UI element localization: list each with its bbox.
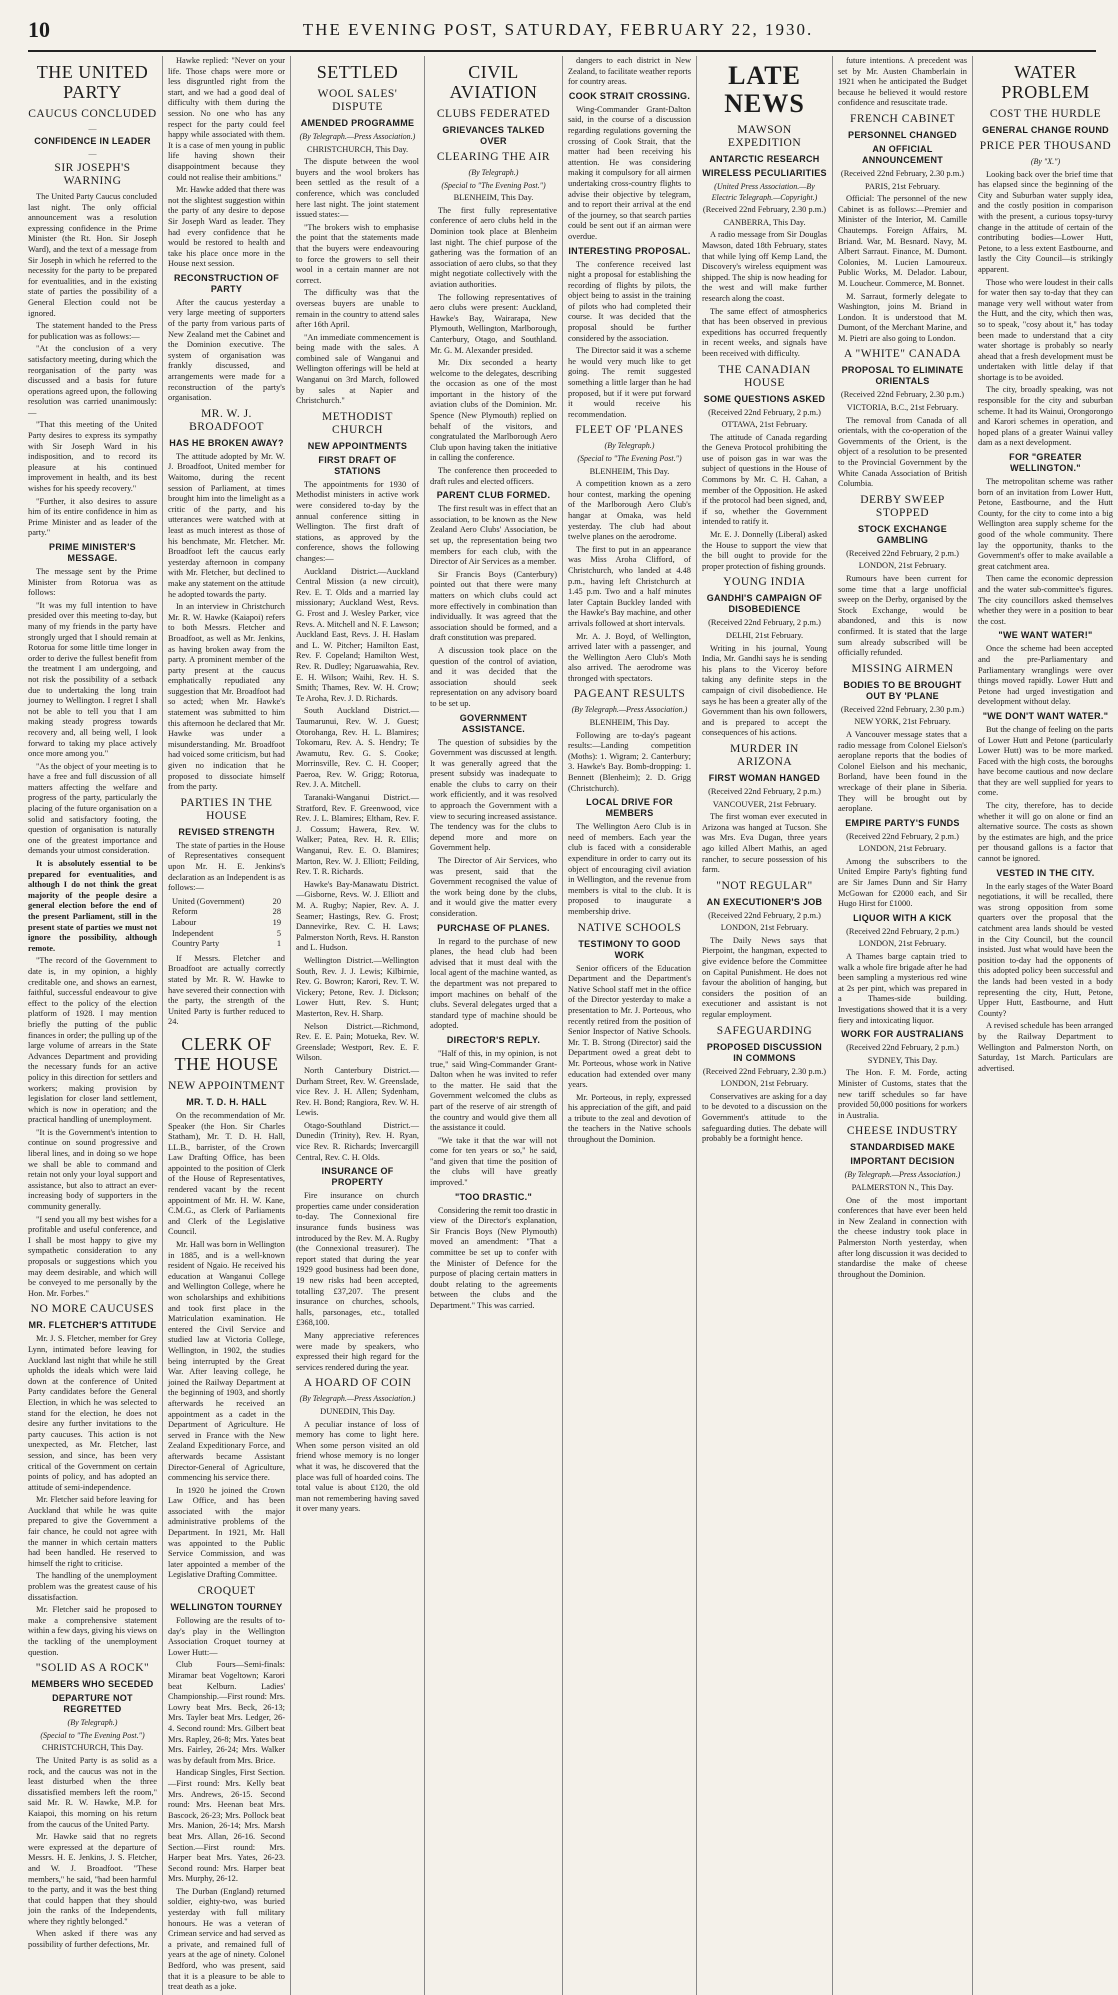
headline-canadian-house: THE CANADIAN HOUSE [718,363,811,389]
article-paragraph: "It is the Government's intention to continue on sound progressive and liberal lines, and in doing so we hope we shall be able to command and retain not only your loyal support and assistance, but also to attract an ever-increasing body of supporters in the community generally. [28,1127,157,1212]
received-line: (Received 22nd February, 2 p.m.) [846,831,959,841]
subhead-first-draft: FIRST DRAFT OF STATIONS [318,454,397,476]
credit-line: (By Telegraph.—Press Association.) [299,1394,416,1404]
article-paragraph: In 1920 he joined the Crown Law Office, and has been associated with the major administrative problems of the Department. In 1921, Mr. Hall was appointed to the Public Service Commission, and was later appointed a member of the Legislative Drafting Committee. [168,1485,285,1580]
subhead-wireless: WIRELESS PECULIARITIES [702,168,827,178]
table-row [172,929,281,940]
subhead-woman-hanged: FIRST WOMAN HANGED [708,772,821,783]
headline-settled: SETTLED [316,62,399,82]
article-paragraph: Mr. J. S. Fletcher, member for Grey Lynn, intimated before leaving for Auckland last night that while he still upholds the ideals which were laid down at the conference of United Party candidates before the General Election, in which he was selected to stand for the election, he does not desire any further invitations to the party caucuses. This action is not unexpected, as Mr. Fletcher, last session, and since, has been very critical of the Government on certain points of policy, and has adopted an attitude of semi-independence. [28,1334,157,1492]
divider: — [88,149,97,158]
article-paragraph: The United Party Caucus concluded last night. The only official announcement was a resolution expressing confidence in the Prime Minister (the Rt. Hon. Sir Joseph Ward), and the text of a message from Sir Joseph in which he referred to the necessity for the party to be prepared for eventualities, and in the existing state of parties the possibility of a General Election could not be ignored. [28,192,157,318]
dateline: SYDNEY, This Day. [867,1055,938,1065]
subhead-greater-wellington: FOR "GREATER WELLINGTON." [1009,452,1082,474]
article-paragraph: Auckland District.—Auckland Central Mission (a new circuit), Rev. E. T. Olds and a married lay missionary; Auckland West, Revs. G. Frost and J. Wesley Parker, vice Revs. A. Mitchell and N. F. Lawson; Auckland East, Revs. J. H. Haslam and L. W. Pitcher; Hamilton East, Rev. F. Copeland; Hamilton West, Rev. R. Dudley; Ngaruawahia, Rev. E. H. Wilson; Waihi, Rev. H. S. Smith; Thames, Rev. W. H. Crow; Te Aroha, Rev. J. D. Richards. [296,566,419,703]
dateline: CANBERRA, This Day. [723,217,806,227]
dateline: LONDON, 21st February. [858,939,947,949]
article-paragraph: Considering the remit too drastic in view of the Director's explanation, Sir Francis Boys (New Plymouth) moved an amendment: "That a committee be set up to confer with the Minister of Defence for the purpose of placing certain matters in doubt relating to the agreements between the clubs and the Department." This was carried. [430,1205,557,1310]
headline-derby-sweep: DERBY SWEEP STOPPED [860,493,945,519]
article-paragraph: The removal from Canada of all orientals, with the co-operation of the Governments of the Orient, is the object of a resolution to be presented to the Provincial Government by the White Canada Association of British Columbia. [838,415,967,489]
article-paragraph: Official: The personnel of the new Cabinet is as follows:—Premier and Minister of the Interior, M. Camille Chautemps. Foreign Affairs, M. Briand. War, M. Besnard. Navy, M. Albert Sarraut. Finance, M. Dumont. Colonies, M. Lucien Lamoureux. Public Works, M. Delador. Labour, M. Loucheur. Commerce, M. Bonnet. [838,194,967,288]
subhead-revised-strength: REVISED STRENGTH [178,826,275,837]
article-paragraph: Then came the economic depression and the water sub-committee's figures. The city councillors asked themselves whether they were in a position to bear the cost. [978,574,1113,626]
article-paragraph-bold: It is absolutely essential to be prepared for eventualities, and although I do not think the great majority of the people desire a general election before the end of the present Parliament, still in the present state of parties we must not ignore the possibility, although remote. [28,859,157,953]
subhead-pm-message: PRIME MINISTER'S MESSAGE. [49,542,136,563]
subhead-we-want-water: "WE WANT WATER!" [998,630,1093,641]
article-paragraph: The Director said it was a scheme he would very much like to get going. The remit suggested something a little larger than he had proposed, but if it were put forward it would receive his recommendation. [568,346,691,419]
article-paragraph: A Vancouver message states that a radio message from Colonel Eielson's aeroplane reports that the bodies of Colonel Eielson and his mechanic, Borland, have been found in the wreckage of their plane in Siberia. They will be brought out by aeroplane. [838,729,967,814]
table-row [172,897,281,908]
subhead-executioner: AN EXECUTIONER'S JOB [706,896,823,907]
article-paragraph: Club Fours—Semi-finals: Miramar beat Vogeltown; Karori beat Kelburn. Ladies' Championship.—First round: Mrs. Lowry beat Mrs. Beck, 26-13; Mrs. Tayler beat Mrs. Ledger, 26-4. Second round: Mrs. Gilbert beat Mrs. Rapley, 26-8; Mrs. Yates beat Mrs. Fairley, 26-24; Mrs. Walker was by default from Mrs. Brice. [168,1660,285,1765]
subhead-questions: SOME QUESTIONS ASKED [703,393,826,404]
subhead-clubs: CLUBS FEDERATED [436,108,551,120]
headline-arizona: MURDER IN ARIZONA [730,742,799,768]
article-paragraph: "That this meeting of the United Party desires to express its sympathy with Sir Joseph Ward in his indisposition, and to record its pleasure at his continued improvement in health, and its best wishes for his speedy recovery." [28,420,157,494]
party-seats: 20 [272,896,281,906]
article-paragraph: "An immediate commencement is being made with the sales. A combined sale of Wanganui and Wellington offerings will be held at Wanganui on 3rd March, followed by sales at Napier and Christchurch." [296,332,419,406]
subhead-official: AN OFFICIAL ANNOUNCEMENT [861,143,944,165]
article-paragraph: The message sent by the Prime Minister from Rotorua was as follows: [28,567,157,598]
subhead-purchase: PURCHASE OF PLANES. [437,922,550,933]
party-name: Country Party [172,939,220,949]
article-paragraph: The first result was in effect that an association, to be known as the New Zealand Aero Clubs' Association, be set up, the representation being two members for each club, with the Director of Air Services as a member. [430,504,557,567]
party-name: Independent [172,928,214,938]
article-paragraph: Taranaki-Wanganui District.—Stratford, Rev. F. Greenwood, vice Rev. J. L. Blamires; Eltham, Rev. F. J. Cossum; Hawera, Rev. W. Walker; Patea, Rev. H. R. Ellis; Wanganui, Rev. E. O. Blamires; Marton, Rev. W. J. Elliott; Feilding, Rev. T. R. Richards. [296,793,419,877]
column-4 [424,56,562,1995]
headline-no-more-caucuses: NO MORE CAUCUSES [30,1303,155,1316]
article-paragraph: Mr. A. J. Boyd, of Wellington, arrived later with a passenger, and the Wellington Aero Club's Moth also arrived. The aerodrome was thronged with spectators. [568,631,691,683]
article-paragraph: "Further, it also desires to assure him of its entire confidence in him as Prime Minister and as leader of the party." [28,496,157,538]
subhead-hall: MR. T. D. H. HALL [186,1096,267,1107]
dateline: PALMERSTON N., This Day. [851,1182,954,1192]
article-paragraph: The United Party is as solid as a rock, and the caucus was not in the least disturbed when the three dissatisfied members left the room," said Mr. R. W. Hawke, M.P. for Kaiapoi, this morning on his return from the caucus of the United Party. [28,1755,157,1829]
subhead-we-dont-want-water: "WE DON'T WANT WATER." [982,710,1109,721]
headline-work-australians: WORK FOR AUSTRALIANS [841,1029,964,1040]
subhead-grievances: GRIEVANCES TALKED OVER [442,125,545,146]
headline-croquet: CROQUET [197,1585,256,1598]
dateline: VICTORIA, B.C., 21st February. [846,403,959,413]
article-paragraph: The attitude adopted by Mr. W. J. Broadfoot, United member for Waitomo, during the recent session of Parliament, at times brought him into the limelight as a critic of the party, and his utterances were watched with at least as much interest as those of his benchmate, Mr. Fletcher. Mr. Broadfoot left the caucus early yesterday afternoon in company with Mr. Fletcher, but declined to make any statement on the attitude he adopted towards the party. [168,451,285,599]
dateline: DUNEDIN, This Day. [320,1406,395,1416]
article-paragraph: Nelson District.—Richmond, Rev. E. E. Pain; Motueka, Rev. W. Greenslade; Westport, Rev. E. F. Wilson. [296,1021,419,1063]
subhead-members-seceded: MEMBERS WHO SECEDED [31,1679,154,1690]
subhead-change-round: GENERAL CHANGE ROUND [982,125,1109,135]
headline-solid-as-rock: "SOLID AS A ROCK" [35,1662,150,1675]
dateline: NEW YORK, 21st February. [854,717,951,727]
subhead-cost-hurdle: COST THE HURDLE [989,108,1102,120]
article-paragraph: The dispute between the wool buyers and the wool brokers has been settled as the result of a conference, which was concluded here last night. The joint statement issued states:— [296,157,419,220]
subhead-tourney: WELLINGTON TOURNEY [170,1602,283,1613]
article-paragraph: On the recommendation of Mr. Speaker (the Hon. Sir Charles Statham), Mr. T. D. H. Hall, LL.B., barrister, of the Crown Law Drafting Office, has been appointed to the position of Clerk of the House of Representatives, rendered vacant by the recent appointment of Mr. H. W. Kane, C.M.G., as Clerk of Parliaments and Clerk of the Legislative Council. [168,1110,285,1237]
article-paragraph: Mr. Porteous, in reply, expressed his appreciation of the gift, and paid a tribute to the zeal and devotion of the teachers in the Native schools throughout the Dominion. [568,1092,691,1145]
divider: — [88,124,97,133]
table-row [172,939,281,950]
article-paragraph: The metropolitan scheme was rather born of an invitation from Lower Hutt, Petone, Eastbourne, and the Hutt County, for the city to come into a big Wellington area supply scheme for the good of the whole community. There lay the opportunity, thanks to the Government's offer to make available a great catchment area. [978,477,1113,571]
headline-methodist: METHODIST CHURCH [322,410,393,436]
subhead-caucus: CAUCUS CONCLUDED [28,108,157,120]
party-name: United (Government) [172,896,245,906]
received-line: (Received 22nd February, 2.30 p.m.) [702,205,827,215]
credit-line: (By Telegraph.) [67,1718,118,1728]
article-paragraph: Following are to-day's pageant results:—Landing competition (Moths): 1. Wigram; 2. Canterbury; 3. Hawke's Bay. Bomb-dropping: 1. Bennett (Blenheim); 2. D. Grigg (Christchurch). [568,730,691,793]
subhead-clearing: CLEARING THE AIR [436,151,551,163]
credit-line: (By Telegraph.—Press Association.) [844,1170,961,1180]
credit-line: (By Telegraph.) [468,168,519,177]
headline-united-party: THE UNITED PARTY [36,62,149,102]
article-paragraph: Once the scheme had been accepted and the pre-Parliamentary and Parliamentary wranglings were over things moved rapidly. Lower Hutt and Petone had urged investigation and development without delay. [978,644,1113,707]
dateline: BLENHEIM, This Day. [589,466,670,476]
article-paragraph: Mr. E. J. Donnelly (Liberal) asked the House to support the view that the bill ought to provide for the proper protection of fishing grounds. [702,530,827,571]
credit-line: (By Telegraph.) [604,441,655,451]
credit-line: (By Telegraph.—Press Association.) [571,705,688,715]
article-paragraph: The Wellington Aero Club is in need of members. Each year the club is faced with a considerable expenditure in order to carry out its object of encouraging civil aviation in Wellington, and the revenue from members is vital to the club. It is proposed to inaugurate a membership drive. [568,822,691,916]
subhead-personnel: PERSONNEL CHANGED [848,129,957,140]
headline-french-cabinet: FRENCH CABINET [849,112,956,125]
article-paragraph: Mr. Dix seconded a hearty welcome to the delegates, describing the occasion as one of the most important in the history of the aviation clubs of the Dominion. Mr. Spence (New Plymouth) replied on behalf of the visitors, and congratulated the Marlborough Aero Club upon having taken the initiative in calling the conference. [430,358,557,463]
headline-water-problem: WATER PROBLEM [1001,62,1090,102]
article-paragraph: The conference then proceeded to draft rules and elected officers. [430,466,557,486]
article-paragraph: One of the most important conferences that have ever been held in New Zealand in connection with the cheese industry took place in Palmerston North yesterday, when after long discussion it was decided to standardise the make of cheese throughout the Dominion. [838,1195,967,1279]
article-paragraph: "I send you all my best wishes for a profitable and useful conference, and I shall be most happy to give my sympathetic consideration to any proposals or suggestions which you may deem desirable, and which will be conveyed to me personally by the Hon. Mr. Forbes." [28,1214,157,1298]
article-paragraph: "It was my full intention to have presided over this meeting to-day, but many of my friends in the party have strongly urged that I should remain at Rotorua for some little time longer in order to derive the fullest benefit from the treatment I am undergoing, and not risk the possibility of a setback due to undertaking the long train journey to Wellington. I regret I shall not be able to tell you that I am making steady progress towards recovery and, all being well, I look forward to taking my place actively once more among you." [28,600,157,759]
subhead-confidence: CONFIDENCE IN LEADER [34,136,151,146]
article-paragraph: Among the subscribers to the United Empire Party's fighting fund are Sir James Dunn and Sir Harry McGowan for £2000 each, and Sir Hugo Hirst for £1000. [838,856,967,909]
article-paragraph: In the early stages of the Water Board negotiations, it will be recalled, there was strong opposition from some quarters over the proposal that the catchment area lands should be vested in the City Council, but the council insisted. Just what would have been the position to-day had the opponents of this adopted policy been successful and the lands had been vested in a body representing the city, Hutt, Petone, Upper Hutt, Eastbourne, and Hutt County? [978,881,1113,1018]
article-paragraph: The question of subsidies by the Government was discussed at length. It was generally agreed that the present subsidy was inadequate to enable the clubs to carry on their work efficiently, and it was resolved to approach the Government with a view to securing increased assistance. The tendency was for the clubs to depend more and more on Government help. [430,737,557,853]
subhead-insurance: INSURANCE OF PROPERTY [321,1166,394,1188]
article-paragraph: A competition known as a zero hour contest, marking the opening of the Marlborough Aero Club's hangar at Omaka, was held yesterday. The club had about twelve planes on the aerodrome. [568,479,691,542]
subhead-gandhi: GANDHI'S CAMPAIGN OF DISOBEDIENCE [706,593,823,615]
article-paragraph: The appointments for 1930 of Methodist ministers in active work were considered to-day by the annual conference sitting in Wellington. The first draft of stations, as approved by the conference, shows the following changes:— [296,479,419,563]
dateline: LONDON, 21st February. [720,1079,809,1089]
article-paragraph: future intentions. A precedent was set by Mr. Austen Chamberlain in 1921 when he anticipated the Budget because he believed it would restore confidence and resuscitate trade. [838,56,967,108]
headline-empire-funds: EMPIRE PARTY'S FUNDS [845,817,960,828]
subhead-wool: WOOL SALES' DISPUTE [317,88,398,113]
party-seats: 28 [272,907,281,917]
dateline: BLENHEIM, This Day. [453,193,534,203]
article-paragraph: The handling of the unemployment problem was the greatest cause of his dissatisfaction. [28,1571,157,1602]
article-paragraph: Conservatives are asking for a day to be devoted to a discussion on the Government's attitude to the safeguarding duties. The debate will probably be a fortnight hence. [702,1091,827,1144]
received-line: (Received 22nd February, 2.30 p.m.) [840,168,965,178]
party-seats: 19 [272,917,281,927]
received-line: (Received 22nd February, 2.30 p.m.) [702,1066,827,1076]
dateline: CHRISTCHURCH, This Day. [306,144,409,154]
article-paragraph: A revised schedule has been arranged by the Railway Department to Wellington and Palmerston North, on Saturday, 1st March. Particulars are advertised. [978,1021,1113,1073]
subhead-standardised: STANDARDISED MAKE [850,1142,955,1153]
masthead [28,10,1096,52]
article-paragraph: "As the object of your meeting is to have a free and full discussion of all matters affecting the welfare and progress of the party, particularly the placing of the future organisation on a solid and satisfactory footing, the question of organisation is naturally one of the greatest importance and demands your utmost consideration. [28,761,157,856]
headline-late-news: LATE NEWS [724,61,805,118]
article-paragraph: In regard to the purchase of new planes, the head club had been advised that it must deal with the local agent of the machine wanted, as the department was not prepared to import machines on behalf of the clubs. Several delegates urged that a standard type of machine should be adopted. [430,936,557,1031]
headline-safeguarding: SAFEGUARDING [716,1024,813,1037]
received-line: (Received 22nd February, 2 p.m.) [846,548,959,558]
subhead-price-thousand: PRICE PER THOUSAND [979,140,1112,152]
subhead-bodies: BODIES TO BE BROUGHT OUT BY 'PLANE [843,679,962,701]
subhead-appointment: NEW APPOINTMENT [168,1079,285,1092]
headline-young-india: YOUNG INDIA [723,576,806,589]
subhead-commons: PROPOSED DISCUSSION IN COMMONS [706,1041,823,1063]
headline-hoard: A HOARD OF COIN [303,1377,412,1390]
credit-line: (Special to "The Evening Post.") [441,180,546,190]
headline-cheese: CHEESE INDUSTRY [846,1125,959,1138]
party-name: Reform [172,907,198,917]
article-paragraph: "At the conclusion of a very satisfactory meeting, during which the reorganisation of the party was discussed and a basis for future operations agreed upon, the following resolution was carried unanimously:— [28,344,157,417]
subhead-reconstruction: RECONSTRUCTION OF PARTY [173,272,280,294]
article-paragraph: "The brokers wish to emphasise the point that the statements made that the buyers were endeavouring to force the growers to sell their wool in a certain manner are not correct. [296,222,419,285]
column-5 [562,56,696,1995]
received-line: (Received 22nd February, 2 p.m.) [708,786,821,796]
article-paragraph: The city, therefore, has to decide whether it will go on alone or find an alternative source. The costs as shown by the estimates are high, and the price per thousand gallons is a factor that cannot be ignored. [978,801,1113,864]
article-paragraph: The city, broadly speaking, was not responsible for the city and suburban scheme. It had its Wainui, Orongorongo and Karori schemes in operation, and hoped plans of a greater Wainui valley dam as a next development. [978,385,1113,448]
article-paragraph: Looking back over the brief time that has elapsed since the beginning of the City and Suburban water supply idea, and the costly position in comparison with the present, a curious topsy-turvy change in the attitude of certain of the contributing bodies—Lower Hutt, Petone, to a less extent Eastbourne, and lastly the City Council—is strikingly apparent. [978,169,1113,274]
received-line: (Received 22nd February, 2 p.m.) [846,1043,959,1053]
subhead-govt-assistance: GOVERNMENT ASSISTANCE. [459,712,528,734]
article-paragraph: Hawke's Bay-Manawatu District.—Gisborne, Revs. W. J. Elliott and M. A. Rugby; Napier, Rev. A. J. Seamer; Hastings, Rev. G. Frost; Dannevirke, Rev. C. H. Laws; Palmerston North, Revs. H. Ranston and L. Hudson. [296,879,419,953]
subhead-important: IMPORTANT DECISION [850,1156,955,1167]
dateline: LONDON, 21st February. [858,844,947,854]
headline-clerk: CLERK OF THE HOUSE [174,1033,279,1074]
received-line: (Received 22nd February, 2 p.m.) [708,618,821,628]
dateline: LONDON, 21st February. [720,923,809,933]
headline-pageant: PAGEANT RESULTS [573,688,686,701]
dateline: PARIS, 21st February. [865,181,940,191]
column-6 [696,56,832,1995]
subhead-fletcher: MR. FLETCHER'S ATTITUDE [28,1320,157,1331]
headline-fleet: FLEET OF 'PLANES [575,424,684,437]
dateline: BLENHEIM, This Day. [589,718,670,728]
article-paragraph: Otago-Southland District.—Dunedin (Trinity), Rev. H. Ryan, vice Rev. R. Richards; Invercargill Central, Rev. C. H. Olds. [296,1120,419,1162]
article-paragraph: The state of parties in the House of Representatives consequent upon Mr. H. E. Jenkins's declaration as an Independent is as follows:— [168,840,285,893]
subhead-mawson: MAWSON EXPEDITION [727,124,802,149]
article-paragraph: The following representatives of aero clubs were present: Auckland, Hawke's Bay, Wairarapa, New Plymouth, Wellington, Marlborough, Canterbury, Otago, and Southland. Mr. G. M. Alexander presided. [430,292,557,355]
article-paragraph: After the caucus yesterday a very large meeting of supporters of the party from various parts of New Zealand met the Cabinet and the Dominion executive. The system of organisation was frankly discussed, and arrangements were made for a reconstruction of the party's organisation. [168,297,285,403]
article-paragraph: Handicap Singles, First Section.—First round: Mrs. Kelly beat Mrs. Andrews, 26-15. Second round: Mrs. Heenan beat Mrs. Bascock, 26-23; Mrs. Pollock beat Mrs. Manion, 26-14; Mrs. Marsh beat Mrs. Allan, 26-16. Second Section.—First round: Mrs. Harper beat Mrs. Yates, 26-23. Second round: Mrs. Harper beat Mrs. Murphy, 26-12. [168,1768,285,1884]
headline-white-canada: A "WHITE" CANADA [843,348,962,361]
article-paragraph: In an interview in Christchurch Mr. R. W. Hawke (Kaiapoi) refers to both Messrs. Fletcher and Broadfoot, as well as Mr. Jenkins, as having broken away from the party. A prominent member of the party present at the caucus emphatically repudiated any suggestion that Mr. Broadfoot had so acted; when Mr. Hawke's statement was submitted to him this afternoon he declared that Mr. Hawke was under a misunderstanding. Mr. Broadfoot had voiced some criticism, but had given no indication that he proposed to dissociate himself from the party. [168,602,285,792]
dateline: LONDON, 21st February. [858,561,947,571]
subhead-stock-exchange: STOCK EXCHANGE GAMBLING [857,523,948,545]
received-line: (Received 22nd February, 2 p.m.) [708,910,821,920]
subhead-antarctic: ANTARCTIC RESEARCH [709,154,820,164]
subhead-warning: SIR JOSEPH'S WARNING [54,162,131,187]
article-paragraph: Mr. Fletcher said he proposed to make a comprehensive statement within a few days, giving his views on the tackling of the unemployment question. [28,1605,157,1657]
party-name: Labour [172,917,197,927]
article-paragraph: Those who were loudest in their calls for water then say to-day that they can manage very well without water from the Hutt, and the city, which then was, so to speak, "cosy about it," has today been made to understand that a city water shortage is probably so nearly ahead that a fresh development must be undertaken with little delay if that shortage is to be avoided. [978,277,1113,382]
article-paragraph: When asked if there was any possibility of further defections, Mr. [28,1929,157,1950]
subhead-local-drive: LOCAL DRIVE FOR MEMBERS [586,797,673,819]
article-paragraph: A discussion took place on the question of the control of aviation, and it was decided that the association should seek representation on any advisory board to be set up. [430,645,557,708]
headline-native-schools: NATIVE SCHOOLS [577,921,682,934]
article-paragraph: A Thames barge captain tried to walk a whole fire brigade after he had been sampling a mysterious red wine at 2s per pint, which was prepared in a Thames-side building. Investigations showed that it is a very fiery and intoxicating liquor. [838,952,967,1025]
column-3 [290,56,424,1995]
article-paragraph: "Half of this, in my opinion, is not true," said Wing-Commander Grant-Dalton when he was invited to refer to the matter. He said that the Government welcomed the clubs as part of the reserve of air strength of the country and would give them all the assistance it could. [430,1048,557,1133]
article-paragraph: Mr. Hall was born in Wellington in 1885, and is a well-known resident of Ngaio. He received his education at Wanganui College and Wellington College, where he won scholarships and exhibitions and took first place in the Matriculation examination. He entered the Civil Service and studied law at Victoria College, Wellington, in 1902, the studies being interrupted by the Great War. After leaving college, he joined the Railway Department at the beginning of 1903, and shortly afterwards he received an appointment as a cadet in the Department of Agriculture. He served in France with the New Zealand Expeditionary Force, and afterwards became Assistant Director-General of Agriculture, commencing his service there. [168,1240,285,1483]
party-seats: 1 [276,939,281,949]
article-paragraph: South Auckland District.—Taumarunui, Rev. W. J. Guest; Otorohanga, Rev. H. L. Blamires; Tokomaru, Rev. A. S. Hendry; Te Awamutu, Rev. G. S. Cooke; Morrinsville, Rev. C. H. Cooper; Paeroa, Rev. W. Grigg; Rotorua, Rev. J. A. Mitchell. [296,706,419,790]
headline-liquor: LIQUOR WITH A KICK [853,912,952,923]
article-paragraph: The statement handed to the Press for publication was as follows:— [28,321,157,341]
received-line: (Received 22nd February, 2.30 p.m.) [840,390,965,400]
article-paragraph: Writing in his journal, Young India, Mr. Gandhi says he is sending his plans to the Viceroy before taking any definite steps in the campaign of civil disobedience. He says he has been a greater ally of the Government than his own followers, and is prepared to accept the consequences of his actions. [702,643,827,738]
received-line: (Received 22nd February, 2.30 p.m.) [840,704,965,714]
received-line: (Received 22nd February, 2 p.m.) [708,407,821,417]
subhead-interesting-proposal: INTERESTING PROPOSAL. [568,245,691,256]
subhead-director-reply: DIRECTOR'S REPLY. [446,1034,541,1045]
table-row [172,918,281,929]
subhead-testimony: TESTIMONY TO GOOD WORK [578,938,681,960]
headline-not-regular: "NOT REGULAR" [716,879,813,892]
article-paragraph: The attitude of Canada regarding the Geneva Protocol prohibiting the use of poison gas in war was the subject of questions in the House of Commons by Mr. C. H. Cahan, a member of the Opposition. He asked if the protocol had been signed, and, if so, whether the Government intended to ratify it. [702,432,827,527]
party-seats: 5 [276,928,281,938]
article-paragraph: dangers to each district in New Zealand, to facilitate weather reports for country areas. [568,56,692,87]
headline-civil-aviation: CIVIL AVIATION [449,62,538,102]
article-paragraph: The first to put in an appearance was Miss Aroha Clifford, of Christchurch, who landed at 4.48 p.m., having left Christchurch at 1.45 p.m. Two and a half minutes later Captain Buckley landed with the Hawke's Bay machine, and other arrivals followed at short intervals. [568,544,691,628]
article-paragraph: Rumours have been current for some time that a large unofficial sweep on the Derby, organised by the Stock Exchange, would be abandoned, and this is now confirmed. It is stated that the large sum already subscribed will be officially refunded. [838,574,967,658]
subhead-new-appointments: NEW APPOINTMENTS [307,440,408,451]
dateline: VANCOUVER, 21st February. [712,799,817,809]
subhead-cook-strait: COOK STRAIT CROSSING. [568,90,691,101]
article-paragraph: If Messrs. Fletcher and Broadfoot are actually correctly stated by Mr. R. W. Hawke to have severed their connection with the party, the strength of the United Party is further reduced to 24. [168,953,285,1027]
article-paragraph: Many appreciative references were made by speakers, who expressed their high regard for the services rendered during the year. [296,1330,419,1372]
credit-line: (By "X.") [1030,157,1061,166]
column-8 [972,56,1118,1995]
article-paragraph: A peculiar instance of loss of memory has come to light here. When some person visited an old friend whose memory is no longer what it was, he discovered that the place was full of hoarded coins. The total value is about £120, the old man not remembering having saved it over many years. [296,1419,419,1514]
article-paragraph: The first fully representative conference of aero clubs held in the Dominion took place at Blenheim last night. The chief purpose of the gathering was the formation of an association of aero clubs, so that they might negotiate collectively with the aviation authorities. [430,205,557,289]
headline-broadfoot: MR. W. J. BROADFOOT [189,407,264,433]
dateline: CHRISTCHURCH, This Day. [41,1743,144,1753]
subhead-departure: DEPARTURE NOT REGRETTED [52,1693,133,1715]
columns [28,56,1113,1992]
article-paragraph: M. Sarraut, formerly delegate to Washington, joins M. Briand in London. It is understood that M. Dumont, of the Merchant Marine, and M. Pietri are also going to London. [838,291,967,343]
article-paragraph: The Director of Air Services, who was present, said that the Government recognised the value of the work being done by the clubs, and it would give the matter every consideration. [430,856,557,918]
article-paragraph: Sir Francis Boys (Canterbury) pointed out that there were many matters on which clubs could act more effectively in combination than individually. It was agreed that the association should be formed, and a draft constitution was prepared. [430,569,557,643]
article-paragraph: Wellington District.—Wellington South, Rev. J. J. Lewis; Kilbirnie, Rev. G. Bowron; Karori, Rev. T. W. Vickery; Petone, Rev. J. Dickson; Lower Hutt, Rev. S. Hunt; Masterton, Rev. H. Sharp. [296,955,419,1018]
subhead-broken-away: HAS HE BROKEN AWAY? [169,437,284,448]
article-paragraph: Following are the results of to-day's play in the Wellington Association Croquet tourney at Lower Hutt:— [168,1616,285,1657]
subhead-orientals: PROPOSAL TO ELIMINATE ORIENTALS [841,365,964,387]
article-paragraph: But the change of feeling on the parts of Lower Hutt and Petone (particularly Lower Hutt) was to be more marked. Faced with the high costs, the boroughs have become cautious and now declare that they are well supplied for years to come. [978,724,1113,798]
page-number: 10 [28,17,50,42]
credit-line: (Special to "The Evening Post.") [577,454,682,463]
masthead-title: THE EVENING POST, SATURDAY, FEBRUARY 22, 1930. [302,20,814,39]
subhead-amended: AMENDED PROGRAMME [300,118,415,128]
article-paragraph: Fire insurance on church properties came under consideration to-day. The Connexional fire insurance funds business was introduced by the Rev. M. A. Rugby (the Connexional treasurer). The report stated that during the year 1929 good business had been done, 19 new risks had been accepted, totalling £37,207. The present insurance on churches, schools, halls, parsonages, etc., totalled £368,100. [296,1191,419,1328]
dateline: OTTAWA, 21st February. [721,420,808,430]
article-paragraph: Mr. Hawke added that there was not the slightest suggestion within the party of any desire to depose Sir Joseph Ward as leader. They had every confidence that he would be restored to health and take his place once more in the House next session. [168,185,285,269]
subhead-too-drastic: "TOO DRASTIC." [454,1191,533,1202]
credit-line: (By Telegraph.—Press Association.) [299,132,416,141]
article-paragraph: The Hon. F. M. Forde, acting Minister of Customs, states that the new tariff schedules so far have provided 50,000 positions for workers in Australia. [838,1068,967,1120]
article-paragraph: Mr. Fletcher said before leaving for Auckland that while he was quite prepared to give the Government a fair chance, he could not agree with the manner in which certain matters had been handled. He reserved to himself the right to criticise. [28,1495,157,1568]
article-paragraph: North Canterbury District.—Durham Street, Rev. W. Greenslade, vice Rev. J. H. Allen; Sydenham, Rev. H. Bond; Rangiora, Rev. W. H. Lewis. [296,1065,419,1118]
received-line: (Received 22nd February, 2 p.m.) [846,926,959,936]
credit-line: (Special to "The Evening Post.") [40,1730,145,1740]
article-paragraph: "We take it that the war will not come for ten years or so," he said, "and given that time the position of the clubs will have greatly improved." [430,1135,557,1188]
headline-parties-house: PARTIES IN THE HOUSE [180,796,273,822]
dateline: DELHI, 21st February. [725,631,804,640]
article-paragraph: The Durban (England) returned soldier, eighty-two, was buried yesterday with full military honours. He was a veteran of Crimean service and had served as a private, and remained full of years at the age of ninety. Colonel Bedford, who was present, said that it is a pleasure to be able to treat death as a joke. [168,1886,285,1992]
article-paragraph: The Daily News says that Pierpoint, the hangman, expected to give evidence before the Committee on Capital Punishment. He does not favour the abolition of hanging, but considers the position of an executioner and assistant is not regular employment. [702,935,827,1020]
table-row [172,907,281,918]
subhead-parent-club: PARENT CLUB FORMED. [436,490,551,501]
article-paragraph: The conference received last night a proposal for establishing the recording of flights by pilots, the object being to assist in the training of pilots who had completed their course. It was decided that the proposal should be further considered by the association. [568,259,691,343]
subhead-vested: VESTED IN THE CITY. [996,867,1095,878]
article-paragraph: Mr. Hawke said that no regrets were expressed at the departure of Messrs. H. E. Jenkins, J. S. Fletcher, and W. J. Broadfoot. "These members," he said, "had been harmful to the party, and it was the best thing that could happen that they should join the ranks of the Independents, where they rightly belonged." [28,1832,157,1926]
column-7 [832,56,972,1995]
article-paragraph: A radio message from Sir Douglas Mawson, dated 18th February, states that while lying off Kemp Land, the Discovery's wireless equipment was shipped. The ship is now heading for the west and will make further research along the coast. [702,230,827,303]
party-strength-table [172,897,281,950]
column-1 [28,56,162,1995]
headline-missing-airmen: MISSING AIRMEN [851,662,954,675]
article-paragraph: "The record of the Government to date is, in my opinion, a highly creditable one, and shows an earnest, faithful, successful endeavour to give effect to the policy of the election platform of 1928. I may mention briefly the putting of the public finances in order; the pulling up of the large volume of arrears in the State Advances Department and providing the necessary funds for an active policy in this direction for settlers and workers; making provision by legislation for closer land settlement, which is now in operation; and the practical handling of unemployment. [28,956,157,1125]
article-paragraph: Senior officers of the Education Department and the Department's Native School staff met in the office of the Director yesterday to make a presentation to Mr. J. Porteous, who recently retired from the position of Senior Inspector of Native Schools. Mr. T. B. Strong (Director) said the Department owed a great debt to Mr. Porteous, whose work in Native education had extended over many years. [568,963,691,1090]
credit-line: (United Press Association.—By Electric Telegraph.—Copyright.) [711,182,818,202]
column-2 [162,56,290,1995]
article-paragraph: Wing-Commander Grant-Dalton said, in the course of a discussion regarding regulations governing the crossing of Cook Strait, that the matter had been receiving his attention. He was considering making it compulsory for all airmen undertaking cross-country flights to advise their objective by telegram, and to report their arrival at the end of the journey, so that search parties could be sent out if an airman were overdue. [568,104,691,241]
article-paragraph: Hawke replied: "Never on your life. Those chaps were more or less disgruntled right from the start, and we had a good deal of difficulty with them during the session. No one who has any respect for the party could feel happy while associated with them. It is a case of men young in public life having shown their disappointment because they could not realise their ambitions." [168,56,285,182]
article-paragraph: The difficulty was that the overseas buyers are unable to remain in the country to attend sales after 16th April. [296,288,419,330]
article-paragraph: The same effect of atmospherics that has been observed in previous expeditions has occurred frequently in recent weeks, and signals have been received with difficulty. [702,306,827,358]
article-paragraph: The first woman ever executed in Arizona was hanged at Tucson. She was Mrs. Eva Dugan, three years ago killed Albert Mathis, an aged rancher, to secure possession of his farm. [702,812,827,875]
